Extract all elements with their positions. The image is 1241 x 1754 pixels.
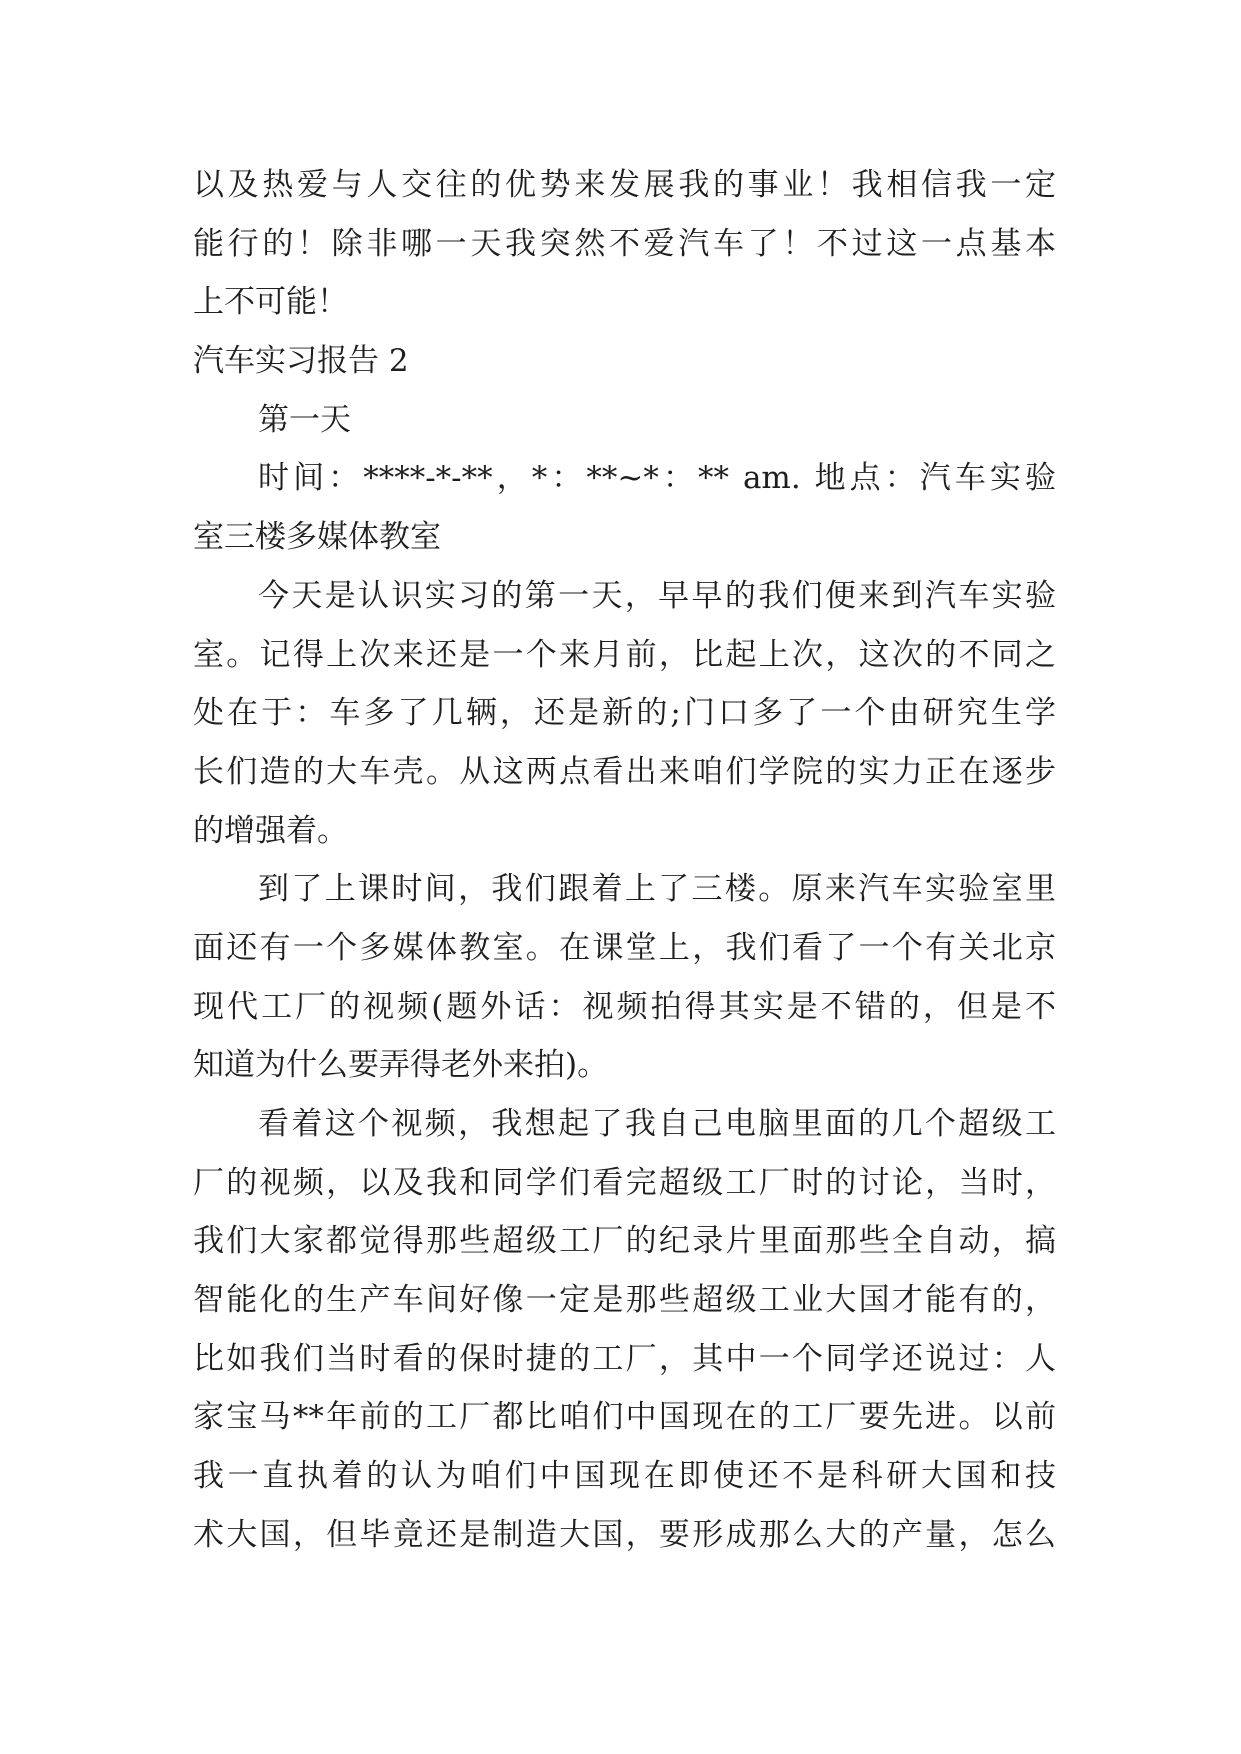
body-line: 室三楼多媒体教室	[193, 519, 441, 556]
body-line: 今天是认识实习的第一天，早早的我们便来到汽车实验	[258, 577, 1056, 614]
body-line: 家宝马**年前的工厂都比咱们中国现在的工厂要先进。以前	[193, 1399, 1056, 1436]
paragraph	[193, 567, 1056, 860]
body-line: 室。记得上次来还是一个来月前，比起上次，这次的不同之	[193, 636, 1056, 673]
body-line: 智能化的生产车间好像一定是那些超级工业大国才能有的，	[193, 1282, 1056, 1319]
body-line: 看着这个视频，我想起了我自己电脑里面的几个超级工	[258, 1106, 1056, 1142]
body-line: 上不可能！	[193, 284, 348, 321]
body-line: 术大国，但毕竟还是制造大国，要形成那么大的产量，怎么	[193, 1516, 1056, 1553]
paragraph	[193, 1095, 1056, 1565]
section-title: 汽车实习报告 2	[193, 343, 409, 380]
document-body	[193, 156, 1056, 1565]
body-line: 我们大家都觉得那些超级工厂的纪录片里面那些全自动，搞	[193, 1223, 1056, 1260]
paragraph	[193, 860, 1056, 1095]
body-line: 长们造的大车壳。从这两点看出来咱们学院的实力正在逐步	[193, 753, 1056, 790]
body-line: 处在于：车多了几辆，还是新的;门口多了一个由研究生学	[193, 695, 1056, 732]
day-title: 第一天	[258, 401, 351, 438]
paragraph-continued	[193, 156, 1056, 332]
body-line: 知道为什么要弄得老外来拍)。	[193, 1047, 609, 1084]
body-line: 面还有一个多媒体教室。在课堂上，我们看了一个有关北京	[193, 929, 1056, 966]
body-line: 的增强着。	[193, 812, 348, 849]
paragraph-time-place	[193, 449, 1056, 566]
body-line: 到了上课时间，我们跟着上了三楼。原来汽车实验室里	[258, 871, 1056, 908]
body-line: 时间：****-*-**，*：**~*：** am. 地点：汽车实验	[258, 460, 1056, 497]
body-line: 我一直执着的认为咱们中国现在即使还不是科研大国和技	[193, 1458, 1056, 1495]
body-line: 以及热爱与人交往的优势来发展我的事业！我相信我一定	[193, 167, 1056, 203]
body-line: 比如我们当时看的保时捷的工厂，其中一个同学还说过：人	[193, 1340, 1056, 1377]
body-line: 能行的！除非哪一天我突然不爱汽车了！不过这一点基本	[193, 225, 1056, 262]
body-line: 现代工厂的视频(题外话：视频拍得其实是不错的，但是不	[193, 988, 1056, 1025]
body-line: 厂的视频，以及我和同学们看完超级工厂时的讨论，当时，	[193, 1164, 1056, 1201]
